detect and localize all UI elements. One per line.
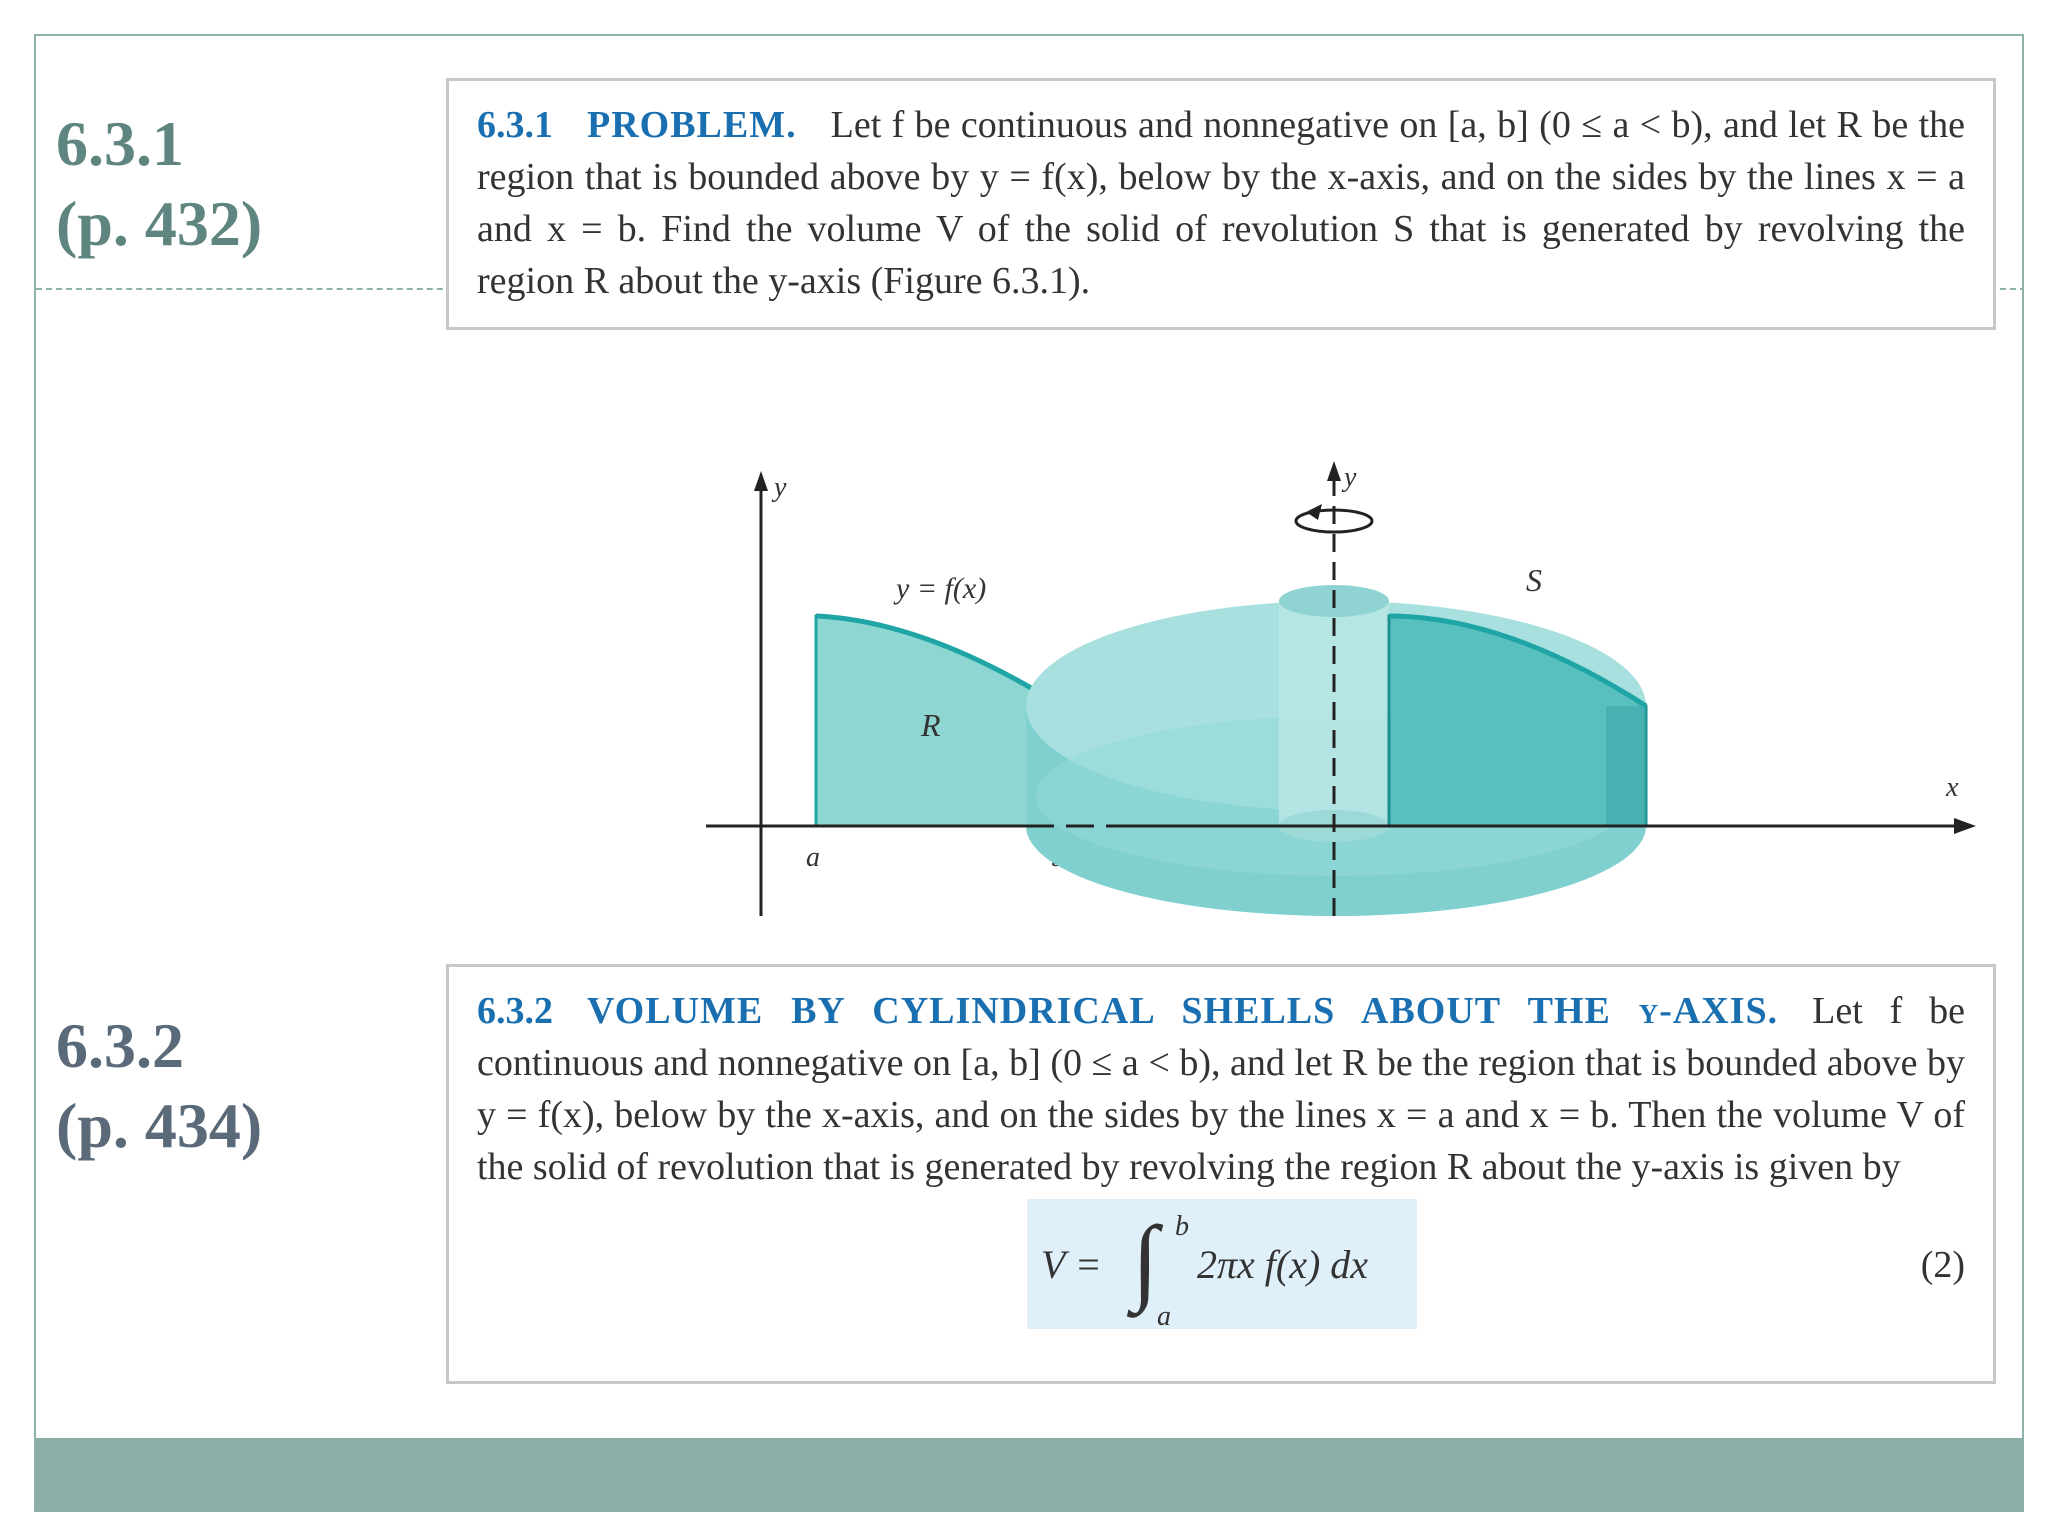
section-number: 6.3.2: [56, 1010, 184, 1081]
cross-section-face: [1606, 706, 1646, 826]
problem-text: Let f be continuous and nonnegative on [a, b] (0 ≤ a < b), and let R be the region that is bounded above by y = f(x), below by the x-axis, and on the sides by the lines x = a and x = b. Find the volume V of the solid of revolution S that is generated by revolving the region R about the y-axis (Figure 6.3.1).: [477, 104, 1965, 302]
y-axis-arrow: [1327, 461, 1341, 481]
page-reference: (p. 432): [56, 188, 263, 259]
rotation-arrowhead-icon: [1306, 504, 1322, 520]
figure-svg: [476, 376, 1996, 956]
section-label-first: [56, 104, 262, 264]
problem-heading: PROBLEM.: [587, 104, 797, 146]
region-label: R: [921, 707, 941, 743]
figure-6-3-1: [476, 376, 1996, 956]
y-axis-label: y: [774, 472, 787, 503]
formula: [1027, 1199, 1417, 1332]
integral-upper: b: [1175, 1211, 1189, 1242]
section-label-second: [56, 1006, 262, 1166]
equation-number: (2): [1920, 1244, 1965, 1286]
y-axis-arrow: [754, 471, 768, 491]
problem-box: [446, 78, 1996, 330]
theorem-box: [446, 964, 1996, 1384]
x-axis-arrow: [1954, 818, 1976, 834]
integrand: 2πx f(x) dx: [1197, 1242, 1369, 1287]
a-label: a: [806, 842, 820, 873]
theorem-number: 6.3.2: [477, 990, 553, 1032]
page-reference: (p. 434): [56, 1090, 263, 1161]
integral-lower: a: [1157, 1301, 1171, 1332]
footer-bar: [36, 1438, 2024, 1512]
y-axis-label: y: [1344, 462, 1357, 493]
solid-label: S: [1526, 562, 1542, 598]
theorem-text: Let f be continuous and nonnegative on [a, b] (0 ≤ a < b), and let R be the region that is bounded above by y = f(x), below by the x-axis, and on the sides by the lines x = a and x = b. Then the volume V of the solid of revolution that is generated by revolving the region R about the y-axis is given by: [477, 990, 1966, 1188]
section-number: 6.3.1: [56, 108, 184, 179]
x-axis-label: x: [1946, 772, 1959, 803]
theorem-heading: VOLUME BY CYLINDRICAL SHELLS ABOUT THE y-AXIS.: [587, 990, 1779, 1032]
formula-lhs: V =: [1041, 1242, 1102, 1287]
integral-sign: ∫: [1132, 1206, 1159, 1313]
curve-label: y = f(x): [896, 572, 987, 605]
formula-row: [477, 1199, 1965, 1332]
solid-plot: [1026, 461, 1976, 916]
slide: [34, 34, 2024, 1512]
problem-number: 6.3.1: [477, 104, 553, 146]
